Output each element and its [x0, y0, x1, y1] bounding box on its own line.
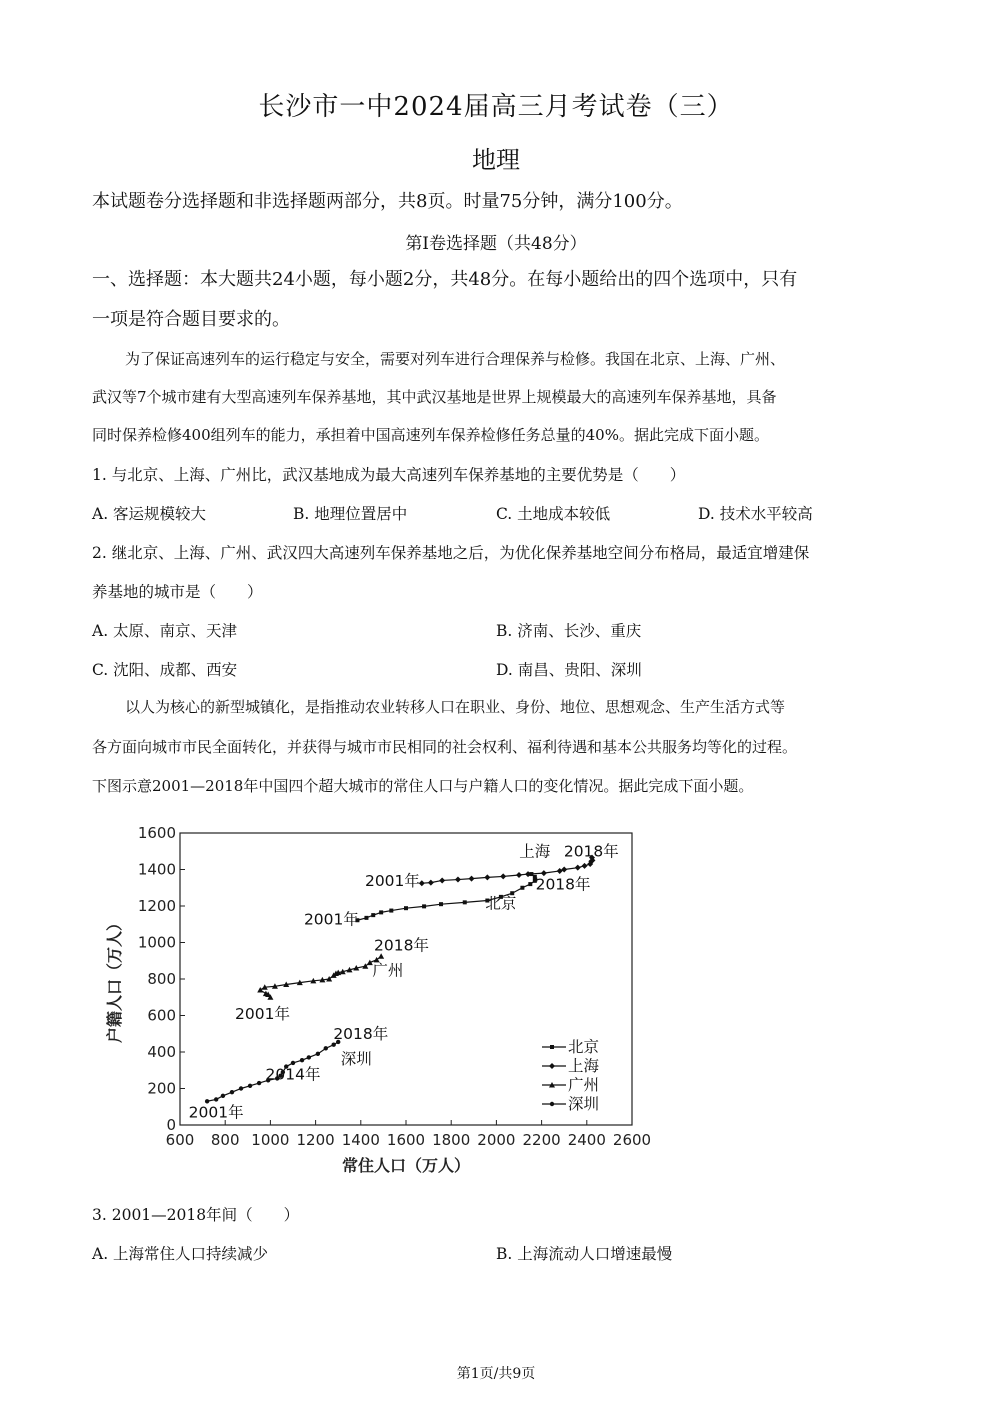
chart-annotation: 上海 — [519, 842, 551, 861]
x-tick-label: 1400 — [341, 1131, 380, 1149]
data-point — [239, 1086, 243, 1090]
legend-label: 深圳 — [568, 1095, 600, 1113]
chart-annotation: 2018年 — [374, 936, 429, 955]
page-title: 长沙市一中2024届高三月考试卷（三） — [258, 92, 734, 122]
question1-option-b: B. 地理位置居中 — [293, 505, 408, 523]
data-point — [389, 909, 393, 913]
y-tick-label: 800 — [147, 970, 176, 988]
data-point — [469, 876, 475, 882]
data-point — [575, 865, 581, 871]
data-point — [557, 868, 563, 874]
legend-item — [542, 1057, 600, 1075]
page-number: 第1页/共9页 — [456, 1366, 536, 1382]
data-point — [582, 863, 588, 869]
question2-option-d: D. 南昌、贵阳、深圳 — [496, 661, 642, 679]
data-point — [422, 904, 426, 908]
data-point — [525, 871, 531, 877]
data-point — [463, 900, 467, 904]
y-tick-label: 1000 — [137, 933, 176, 952]
population-chart — [90, 815, 680, 1185]
data-point — [364, 916, 368, 920]
y-tick-label: 1600 — [137, 824, 176, 842]
legend-label: 北京 — [568, 1038, 600, 1056]
x-tick-label: 1200 — [296, 1131, 335, 1149]
question2-option-b: B. 济南、长沙、重庆 — [496, 622, 642, 640]
chart-annotation: 2018年 — [333, 1025, 389, 1044]
data-point — [214, 1097, 218, 1101]
part-instructions-line2: 一项是符合题目要求的。 — [92, 309, 290, 330]
question1-option-a: A. 客运规模较大 — [92, 505, 207, 523]
data-point — [439, 877, 445, 883]
passage2-line3: 下图示意2001—2018年中国四个超大城市的常住人口与户籍人口的变化情况。据此完成下面小题。 — [92, 777, 754, 795]
chart-annotation: 2001年 — [235, 1005, 290, 1024]
question1-option-d: D. 技术水平较高 — [698, 505, 813, 523]
data-point — [561, 867, 567, 873]
y-tick-label: 1200 — [137, 897, 176, 915]
passage1-line2: 武汉等7个城市建有大型高速列车保养基地，其中武汉基地是世界上规模最大的高速列车保养基地，具备 — [92, 388, 777, 406]
chart-annotation: 2001年 — [364, 871, 420, 890]
chart-annotation: 广州 — [372, 961, 404, 980]
y-tick-label: 400 — [147, 1043, 176, 1061]
part-instructions-line1: 一、选择题：本大题共24小题，每小题2分，共48分。在每小题给出的四个选项中，只有 — [92, 269, 798, 290]
legend-marker — [550, 1102, 554, 1106]
x-tick-label: 2600 — [612, 1131, 652, 1149]
chart-annotations — [189, 842, 619, 1122]
x-axis-label: 常住人口（万人） — [341, 1156, 471, 1175]
data-point — [300, 1058, 304, 1062]
x-tick-label: 2200 — [522, 1131, 561, 1149]
data-point — [371, 913, 375, 917]
passage2-line1: 以人为核心的新型城镇化，是指推动农业转移人口在职业、身份、地位、思想观念、生产生活方式等 — [125, 698, 786, 716]
exam-intro: 本试题卷分选择题和非选择题两部分，共8页。时量75分钟，满分100分。 — [92, 191, 683, 212]
data-point — [379, 910, 383, 914]
question1-stem: 1. 与北京、上海、广州比，武汉基地成为最大高速列车保养基地的主要优势是（ ） — [92, 466, 686, 484]
question2-stem-line2: 养基地的城市是（ ） — [92, 583, 263, 601]
data-point — [221, 1094, 225, 1098]
chart-annotation: 深圳 — [340, 1049, 372, 1068]
x-tick-label: 2000 — [477, 1131, 516, 1149]
chart-annotation: 2014年 — [265, 1065, 321, 1084]
legend-item — [542, 1076, 599, 1094]
y-axis-label: 户籍人口（万人） — [105, 914, 124, 1044]
question3-option-a: A. 上海常住人口持续减少 — [92, 1245, 269, 1263]
data-point — [439, 902, 443, 906]
section-heading: 第Ⅰ卷选择题（共48分） — [405, 234, 587, 254]
data-point — [516, 872, 522, 878]
legend-item — [542, 1038, 599, 1056]
series-line — [260, 956, 381, 997]
data-point — [428, 880, 434, 886]
chart-annotation: 2001年 — [303, 910, 359, 929]
x-tick-label: 1000 — [251, 1131, 290, 1149]
data-point — [500, 873, 506, 879]
data-point — [404, 906, 408, 910]
chart-annotation: 2018年 — [535, 875, 591, 894]
data-point — [257, 1081, 261, 1085]
x-tick-label: 2400 — [567, 1131, 606, 1149]
chart-annotation: 北京 — [485, 894, 517, 913]
legend-label: 广州 — [568, 1076, 600, 1094]
legend-item — [542, 1095, 599, 1113]
data-point — [307, 1055, 311, 1059]
data-point — [316, 1052, 320, 1056]
x-tick-label: 1600 — [386, 1131, 426, 1149]
question3-option-b: B. 上海流动人口增速最慢 — [496, 1245, 673, 1263]
series-triangle — [257, 953, 384, 1000]
question1-option-c: C. 土地成本较低 — [496, 505, 611, 523]
data-point — [455, 877, 461, 883]
y-tick-label: 600 — [147, 1006, 176, 1025]
question3-stem: 3. 2001—2018年间（ ） — [92, 1206, 300, 1224]
legend-marker — [549, 1063, 555, 1069]
subject-title: 地理 — [472, 146, 520, 174]
chart-annotation: 2018年 — [563, 842, 619, 861]
data-point — [248, 1084, 252, 1088]
legend-label: 上海 — [568, 1057, 600, 1075]
x-tick-label: 600 — [165, 1131, 195, 1149]
question2-option-a: A. 太原、南京、天津 — [92, 622, 238, 640]
passage2-line2: 各方面向城市市民全面转化，并获得与城市市民相同的社会权利、福利待遇和基本公共服务均等化的过程。 — [92, 738, 798, 756]
passage1-line3: 同时保养检修400组列车的能力，承担着中国高速列车保养检修任务总量的40%。据此完成下面小题。 — [92, 426, 769, 444]
data-point — [230, 1090, 234, 1094]
passage1-line1: 为了保证高速列车的运行稳定与安全，需要对列车进行合理保养与检修。我国在北京、上海、广州、 — [125, 350, 786, 368]
x-tick-label: 1800 — [432, 1131, 471, 1149]
data-point — [324, 1046, 328, 1050]
y-tick-label: 1400 — [137, 860, 176, 879]
question2-option-c: C. 沈阳、成都、西安 — [92, 661, 238, 679]
data-point — [484, 874, 490, 880]
data-point — [520, 886, 524, 890]
y-tick-label: 0 — [166, 1116, 176, 1134]
question2-stem-line1: 2. 继北京、上海、广州、武汉四大高速列车保养基地之后，为优化保养基地空间分布格局，最适宜增建保 — [92, 544, 810, 562]
x-tick-label: 800 — [210, 1131, 240, 1149]
y-tick-label: 200 — [147, 1079, 176, 1098]
chart-legend — [542, 1038, 600, 1113]
chart-annotation: 2001年 — [188, 1103, 244, 1122]
legend-marker — [550, 1045, 554, 1049]
data-point — [528, 882, 532, 886]
